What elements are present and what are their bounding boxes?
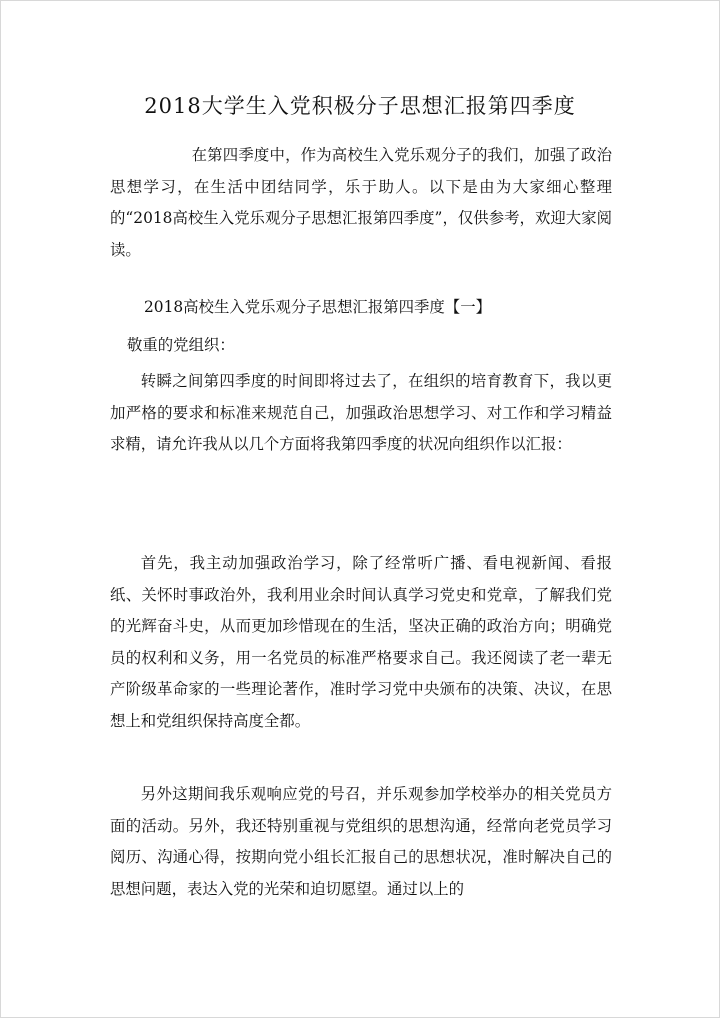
document-title: 2018大学生入党积极分子思想汇报第四季度: [144, 94, 576, 118]
body-paragraph: 转瞬之间第四季度的时间即将过去了，在组织的培育教育下，我以更加严格的要求和标准来规范自己，加强政治思想学习、对工作和学习精益求精，请允许我从以几个方面将我第四季度的状况向组织作以汇报：: [110, 372, 612, 453]
body-paragraph-block-2: [110, 548, 612, 737]
body-paragraph: 首先，我主动加强政治学习，除了经常听广播、看电视新闻、看报纸、关怀时事政治外，我利用业余时间认真学习党史和党章，了解我们党的光辉奋斗史，从而更加珍惜现在的生活，坚决正确的政治方向；明确党员的权利和义务，用一名党员的标准严格要求自己。我还阅读了老一辈无产阶级革命家的一些理论著作，准时学习党中央颁布的决策、决议，在思想上和党组织保持高度全都。: [110, 554, 612, 730]
section-heading: 2018高校生入党乐观分子思想汇报第四季度【一】: [144, 298, 491, 316]
intro-paragraph: 在第四季度中，作为高校生入党乐观分子的我们，加强了政治思想学习，在生活中团结同学，乐于助人。以下是由为大家细心整理的“2018高校生入党乐观分子思想汇报第四季度”，仅供参考，欢迎大家阅读。: [110, 146, 612, 259]
salutation: 敬重的党组织：: [127, 336, 235, 354]
intro-block: [110, 140, 612, 266]
body-paragraph-block-1: [110, 366, 612, 461]
body-paragraph-block-3: [110, 779, 612, 905]
body-paragraph: 另外这期间我乐观响应党的号召，并乐观参加学校举办的相关党员方面的活动。另外，我还特别重视与党组织的思想沟通，经常向老党员学习阅历、沟通心得，按期向党小组长汇报自己的思想状况，准时解决自己的思想问题，表达入党的光荣和迫切愿望。通过以上的: [110, 785, 612, 898]
